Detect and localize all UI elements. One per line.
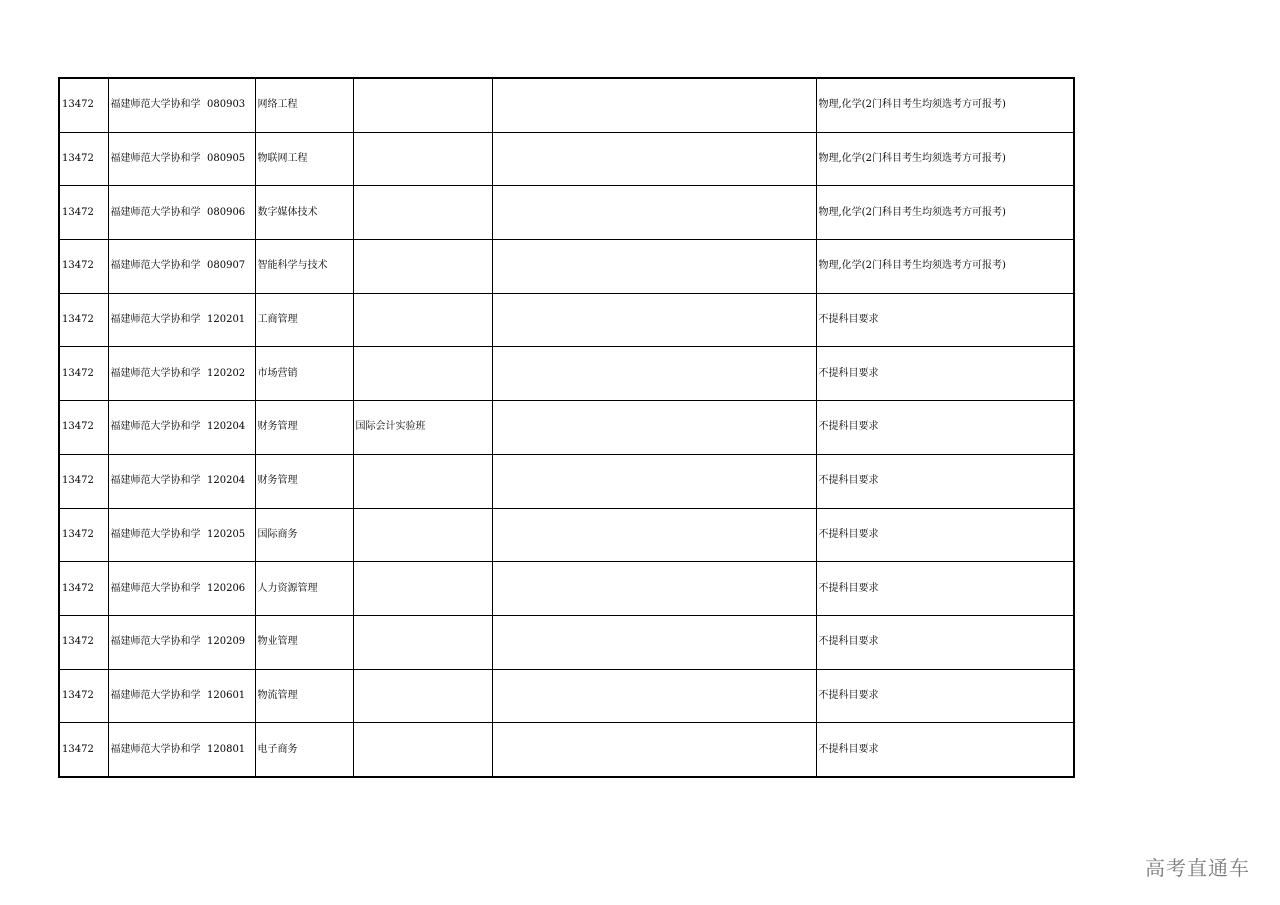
requirement-cell: 不提科目要求 <box>816 723 1074 777</box>
empty-cell <box>492 347 816 401</box>
table-row <box>59 186 1074 240</box>
requirement-cell: 不提科目要求 <box>816 615 1074 669</box>
major-name-cell: 工商管理 <box>255 293 353 347</box>
major-name-cell: 电子商务 <box>255 723 353 777</box>
requirement-cell: 不提科目要求 <box>816 454 1074 508</box>
major-code-cell: 120209 <box>207 615 255 669</box>
major-note-cell: 国际会计实验班 <box>353 401 492 455</box>
major-code-cell: 120204 <box>207 454 255 508</box>
school-code-cell: 13472 <box>59 454 108 508</box>
major-name-cell: 网络工程 <box>255 78 353 132</box>
major-note-cell <box>353 78 492 132</box>
table-row <box>59 347 1074 401</box>
requirement-cell: 不提科目要求 <box>816 401 1074 455</box>
major-note-cell <box>353 508 492 562</box>
table-row <box>59 293 1074 347</box>
major-name-cell: 财务管理 <box>255 401 353 455</box>
empty-cell <box>492 132 816 186</box>
school-code-cell: 13472 <box>59 669 108 723</box>
table-row <box>59 454 1074 508</box>
major-note-cell <box>353 293 492 347</box>
school-name-cell: 福建师范大学协和学 <box>108 508 207 562</box>
major-note-cell <box>353 562 492 616</box>
major-name-cell: 市场营销 <box>255 347 353 401</box>
table-row <box>59 401 1074 455</box>
major-note-cell <box>353 669 492 723</box>
watermark-text: 高考直通车 <box>1145 856 1250 880</box>
major-note-cell <box>353 615 492 669</box>
empty-cell <box>492 401 816 455</box>
empty-cell <box>492 240 816 294</box>
requirement-cell: 不提科目要求 <box>816 347 1074 401</box>
school-code-cell: 13472 <box>59 562 108 616</box>
major-name-cell: 智能科学与技术 <box>255 240 353 294</box>
empty-cell <box>492 615 816 669</box>
school-name-cell: 福建师范大学协和学 <box>108 78 207 132</box>
school-code-cell: 13472 <box>59 615 108 669</box>
major-note-cell <box>353 186 492 240</box>
school-code-cell: 13472 <box>59 132 108 186</box>
requirement-cell: 物理,化学(2门科目考生均须选考方可报考) <box>816 240 1074 294</box>
major-note-cell <box>353 240 492 294</box>
table-row <box>59 132 1074 186</box>
major-code-cell: 120201 <box>207 293 255 347</box>
requirement-cell: 物理,化学(2门科目考生均须选考方可报考) <box>816 78 1074 132</box>
major-code-cell: 120601 <box>207 669 255 723</box>
major-code-cell: 080906 <box>207 186 255 240</box>
major-code-cell: 120206 <box>207 562 255 616</box>
table-row <box>59 240 1074 294</box>
school-code-cell: 13472 <box>59 186 108 240</box>
school-code-cell: 13472 <box>59 723 108 777</box>
empty-cell <box>492 454 816 508</box>
school-code-cell: 13472 <box>59 508 108 562</box>
table-row <box>59 723 1074 777</box>
major-name-cell: 国际商务 <box>255 508 353 562</box>
empty-cell <box>492 508 816 562</box>
major-code-cell: 120204 <box>207 401 255 455</box>
school-code-cell: 13472 <box>59 78 108 132</box>
table-row <box>59 508 1074 562</box>
major-note-cell <box>353 723 492 777</box>
school-name-cell: 福建师范大学协和学 <box>108 562 207 616</box>
major-code-cell: 080907 <box>207 240 255 294</box>
school-name-cell: 福建师范大学协和学 <box>108 240 207 294</box>
school-name-cell: 福建师范大学协和学 <box>108 454 207 508</box>
empty-cell <box>492 78 816 132</box>
major-code-cell: 120801 <box>207 723 255 777</box>
major-name-cell: 财务管理 <box>255 454 353 508</box>
table-row <box>59 669 1074 723</box>
table-body <box>59 78 1074 777</box>
major-code-cell: 120205 <box>207 508 255 562</box>
major-code-cell: 080903 <box>207 78 255 132</box>
major-code-cell: 120202 <box>207 347 255 401</box>
requirement-cell: 不提科目要求 <box>816 669 1074 723</box>
empty-cell <box>492 669 816 723</box>
school-name-cell: 福建师范大学协和学 <box>108 293 207 347</box>
school-name-cell: 福建师范大学协和学 <box>108 615 207 669</box>
requirement-cell: 不提科目要求 <box>816 562 1074 616</box>
major-code-cell: 080905 <box>207 132 255 186</box>
school-name-cell: 福建师范大学协和学 <box>108 347 207 401</box>
subject-requirements-table <box>58 77 1075 778</box>
school-name-cell: 福建师范大学协和学 <box>108 132 207 186</box>
major-note-cell <box>353 347 492 401</box>
requirement-cell: 物理,化学(2门科目考生均须选考方可报考) <box>816 186 1074 240</box>
school-name-cell: 福建师范大学协和学 <box>108 669 207 723</box>
table-row <box>59 615 1074 669</box>
major-name-cell: 人力资源管理 <box>255 562 353 616</box>
requirement-cell: 不提科目要求 <box>816 293 1074 347</box>
empty-cell <box>492 562 816 616</box>
school-name-cell: 福建师范大学协和学 <box>108 723 207 777</box>
table-row <box>59 78 1074 132</box>
major-note-cell <box>353 132 492 186</box>
major-note-cell <box>353 454 492 508</box>
school-name-cell: 福建师范大学协和学 <box>108 186 207 240</box>
requirement-cell: 不提科目要求 <box>816 508 1074 562</box>
major-name-cell: 物流管理 <box>255 669 353 723</box>
major-name-cell: 物业管理 <box>255 615 353 669</box>
empty-cell <box>492 723 816 777</box>
school-code-cell: 13472 <box>59 293 108 347</box>
table-row <box>59 562 1074 616</box>
school-code-cell: 13472 <box>59 240 108 294</box>
empty-cell <box>492 293 816 347</box>
major-name-cell: 数字媒体技术 <box>255 186 353 240</box>
major-name-cell: 物联网工程 <box>255 132 353 186</box>
school-name-cell: 福建师范大学协和学 <box>108 401 207 455</box>
school-code-cell: 13472 <box>59 401 108 455</box>
school-code-cell: 13472 <box>59 347 108 401</box>
empty-cell <box>492 186 816 240</box>
requirement-cell: 物理,化学(2门科目考生均须选考方可报考) <box>816 132 1074 186</box>
